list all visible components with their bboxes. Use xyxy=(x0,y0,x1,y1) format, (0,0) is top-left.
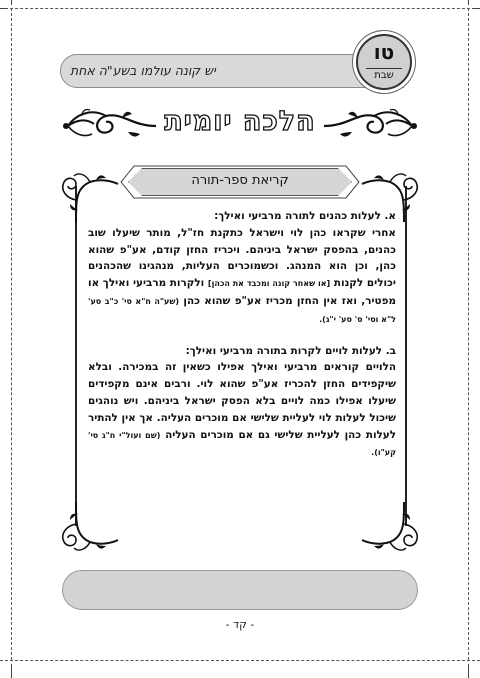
cut-line-left xyxy=(11,8,12,660)
crop-mark xyxy=(468,664,469,678)
paragraph-text-continued: ולקרות מרביעי ואילך או מפטיר, ואז אין החזן מכריז אע"פ שהוא כהן xyxy=(88,277,396,307)
header-subtitle: יש קונה עולמו בשע"ה אחת xyxy=(70,63,216,78)
paragraph-text: אחרי שקראו כהן לוי וישראל כתקנת חז"ל, מותר שיעלו שוב כהנים, בהפסק ישראל ביניהם. ויכריז החזן קודם, אע"פ שהוא כהן, וכן הוא המנהג. וכשמוכרים העליות, מנהגינו שהכהנים יכולים לקנות xyxy=(88,226,396,290)
footer-banner xyxy=(62,570,418,610)
cut-line-bottom xyxy=(0,660,480,661)
cut-line-right xyxy=(468,8,469,660)
corner-ornament-bottom-left-icon xyxy=(56,500,120,554)
badge-divider xyxy=(366,68,402,69)
frame-line-right xyxy=(405,186,407,526)
paragraph-2 xyxy=(88,343,396,463)
paragraph-heading: א. לעלות כהנים לתורה מרביעי ואילך: xyxy=(214,210,396,222)
crop-mark xyxy=(11,0,12,5)
body-text xyxy=(88,208,396,476)
crop-mark xyxy=(474,8,480,9)
badge-day: שבת xyxy=(374,70,394,81)
crop-mark xyxy=(11,664,12,678)
paragraph-heading: ב. לעלות לויים לקרות בתורה מרביעי ואילך: xyxy=(185,344,396,357)
paragraph-bracket-note: [או שאחר קונה ומכבד את הכהן] xyxy=(207,279,331,289)
paragraph-source: (שע"ה ח"א סי' כ"ב סע' ל"א וסי' ס' סע' י"ג). xyxy=(88,296,396,324)
corner-ornament-bottom-right-icon xyxy=(360,500,424,554)
title-ornament-left-icon xyxy=(62,104,158,144)
title-ornament-right-icon xyxy=(322,104,418,144)
badge-number: טו xyxy=(373,40,395,64)
section-title: קריאת ספר-תורה xyxy=(191,173,289,188)
page-number: - קד - xyxy=(225,618,255,631)
paragraph-text: הלויים קוראים מרביעי ואילך אפילו כשאין זה במכירה. ובלא שיקפידים החזן להכריז אע"פ שהוא לוי. ורבים אינם מקפידים שיעלו אפילו כמה לויים בלא הפסק ישראל ביניהם. ויש נוהגים שיכול לעלות לוי לעליית שלישי אם מוכרים העליה. אך אין להתיר לעלות כהן לעליית שלישי גם אם מוכרים העליה xyxy=(88,361,396,441)
frame-line-left xyxy=(75,186,77,526)
page-title: הלכה יומית xyxy=(164,106,316,137)
paragraph-1 xyxy=(88,208,396,329)
crop-mark xyxy=(468,0,469,5)
crop-mark xyxy=(0,8,6,9)
paragraph-source: (שם ועול"י ח"ג סי' קע"ו). xyxy=(88,430,396,458)
cut-line-top xyxy=(0,8,480,9)
